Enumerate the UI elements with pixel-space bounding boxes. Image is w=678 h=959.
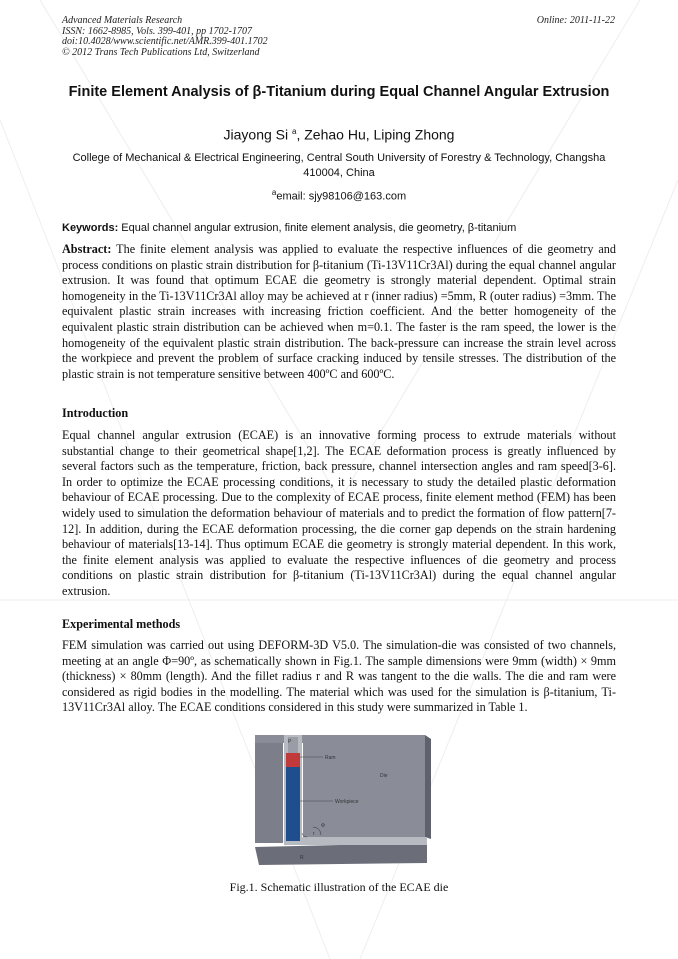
die-face-shade [425, 735, 431, 839]
horizontal-channel [284, 837, 427, 845]
keywords-text: Equal channel angular extrusion, finite element analysis, die geometry, β-titanium [118, 222, 517, 234]
email-superscript: a [271, 188, 277, 197]
label-workpiece: Workpiece [335, 799, 359, 805]
label-ram: Ram [325, 755, 336, 761]
workpiece [286, 767, 300, 841]
paper-title: Finite Element Analysis of β-Titanium during Equal Channel Angular Extrusion [68, 84, 610, 100]
affiliation: College of Mechanical & Electrical Engineering, Central South University of Forestry & Technology, Changsha 410004, China [72, 152, 606, 179]
figure-caption: Fig.1. Schematic illustration of the ECAE die [229, 880, 449, 894]
keywords [62, 221, 616, 235]
online-date: Online: 2011-11-22 [536, 15, 615, 26]
contact-email [62, 186, 616, 204]
author-superscript: a [292, 127, 297, 136]
doi-line[interactable]: doi:10.4028/www.scientific.net/AMR.399-401.1702 [62, 36, 268, 47]
abstract [62, 242, 616, 382]
other-authors: , Zehao Hu, Liping Zhong [296, 126, 455, 143]
die-bottom-block [255, 843, 427, 865]
issn-line: ISSN: 1662-8985, Vols. 399-401, pp 1702-1707 [62, 25, 252, 37]
label-r: r [313, 831, 315, 837]
first-author: Jiayong Si [223, 126, 289, 143]
introduction-heading: Introduction [62, 406, 129, 420]
die-left-block [255, 743, 283, 843]
keywords-label: Keywords: [62, 222, 119, 234]
email-text[interactable]: email: sjy98106@163.com [276, 190, 407, 203]
abstract-text: The finite element analysis was applied to evaluate the respective influences of die geometry and process conditions on plastic strain distribution for β-titanium (Ti-13V11Cr3Al) during the equal channel angular extrusion. It was found that optimum ECAE die geometry is strongly material dependent. Optimal strain homogeneity in the Ti-13V11Cr3Al alloy may be achieved at r (inner radius) =5mm, R (outer radius) =3mm. The equivalent plastic strain increases with increasing friction coefficient. And the better homogeneity of the equivalent plastic strain distribution can be achieved when m=0.1. The faster is the ram speed, the lower is the homogeneity of the equivalent plastic strain distribution. The back-pressure can increase the strain level across the workpiece and prevent the problem of surface cracking induced by tensile stresses. The distribution of the plastic strain is not temperature sensitive between 400ºC and 600ºC. [62, 242, 616, 381]
abstract-label: Abstract: [62, 242, 112, 256]
journal-header [62, 16, 268, 58]
label-phi: Φ [321, 823, 325, 829]
author-list [62, 123, 616, 144]
journal-name: Advanced Materials Research [62, 15, 183, 26]
label-p: P [288, 739, 292, 745]
experimental-heading: Experimental methods [62, 617, 181, 631]
ecae-die-figure [255, 735, 435, 865]
ram [286, 753, 300, 767]
experimental-text: FEM simulation was carried out using DEFORM-3D V5.0. The simulation-die was consisted of two channels, meeting at an angle Φ=90º, as schematically shown in Fig.1. The sample dimensions were 9mm (width) × 9mm (thickness) × 80mm (length). And the fillet radius r and R was tangent to the die walls. The die and ram were considered as rigid bodies in the modelling. The material which was used for the simulation is β-titanium, Ti-13V11Cr3Al alloy. The ECAE conditions considered in this study were summarized in Table 1. [62, 638, 616, 715]
introduction-text: Equal channel angular extrusion (ECAE) is an innovative forming process to extrude materials without substantial change to their geometrical shape[1,2]. The ECAE deformation process is greatly influenced by several factors such as the temperature, friction, back pressure, channel intersection angles and ram speed[3-6]. In order to optimize the ECAE processing conditions, it is necessary to study the detailed plastic deformation behaviour of ECAE processing. Due to the complexity of ECAE process, finite element method (FEM) has been widely used to simulation the deformation behaviour of materials and to predict the formation of flow pattern[7-12]. In addition, during the ECAE deformation processing, the die corner gap depends on the strain hardening behaviour of materials[13-14]. Thus optimum ECAE die geometry is strongly material dependent. In this work, the finite element analysis was applied to evaluate the respective influences of die geometry and process conditions on plastic strain distribution for β-titanium (Ti-13V11Cr3Al) during the equal channel angular extrusion. [62, 428, 616, 598]
label-die: Die [380, 773, 388, 779]
copyright-line: © 2012 Trans Tech Publications Ltd, Switzerland [62, 46, 260, 58]
label-R: R [300, 855, 304, 861]
